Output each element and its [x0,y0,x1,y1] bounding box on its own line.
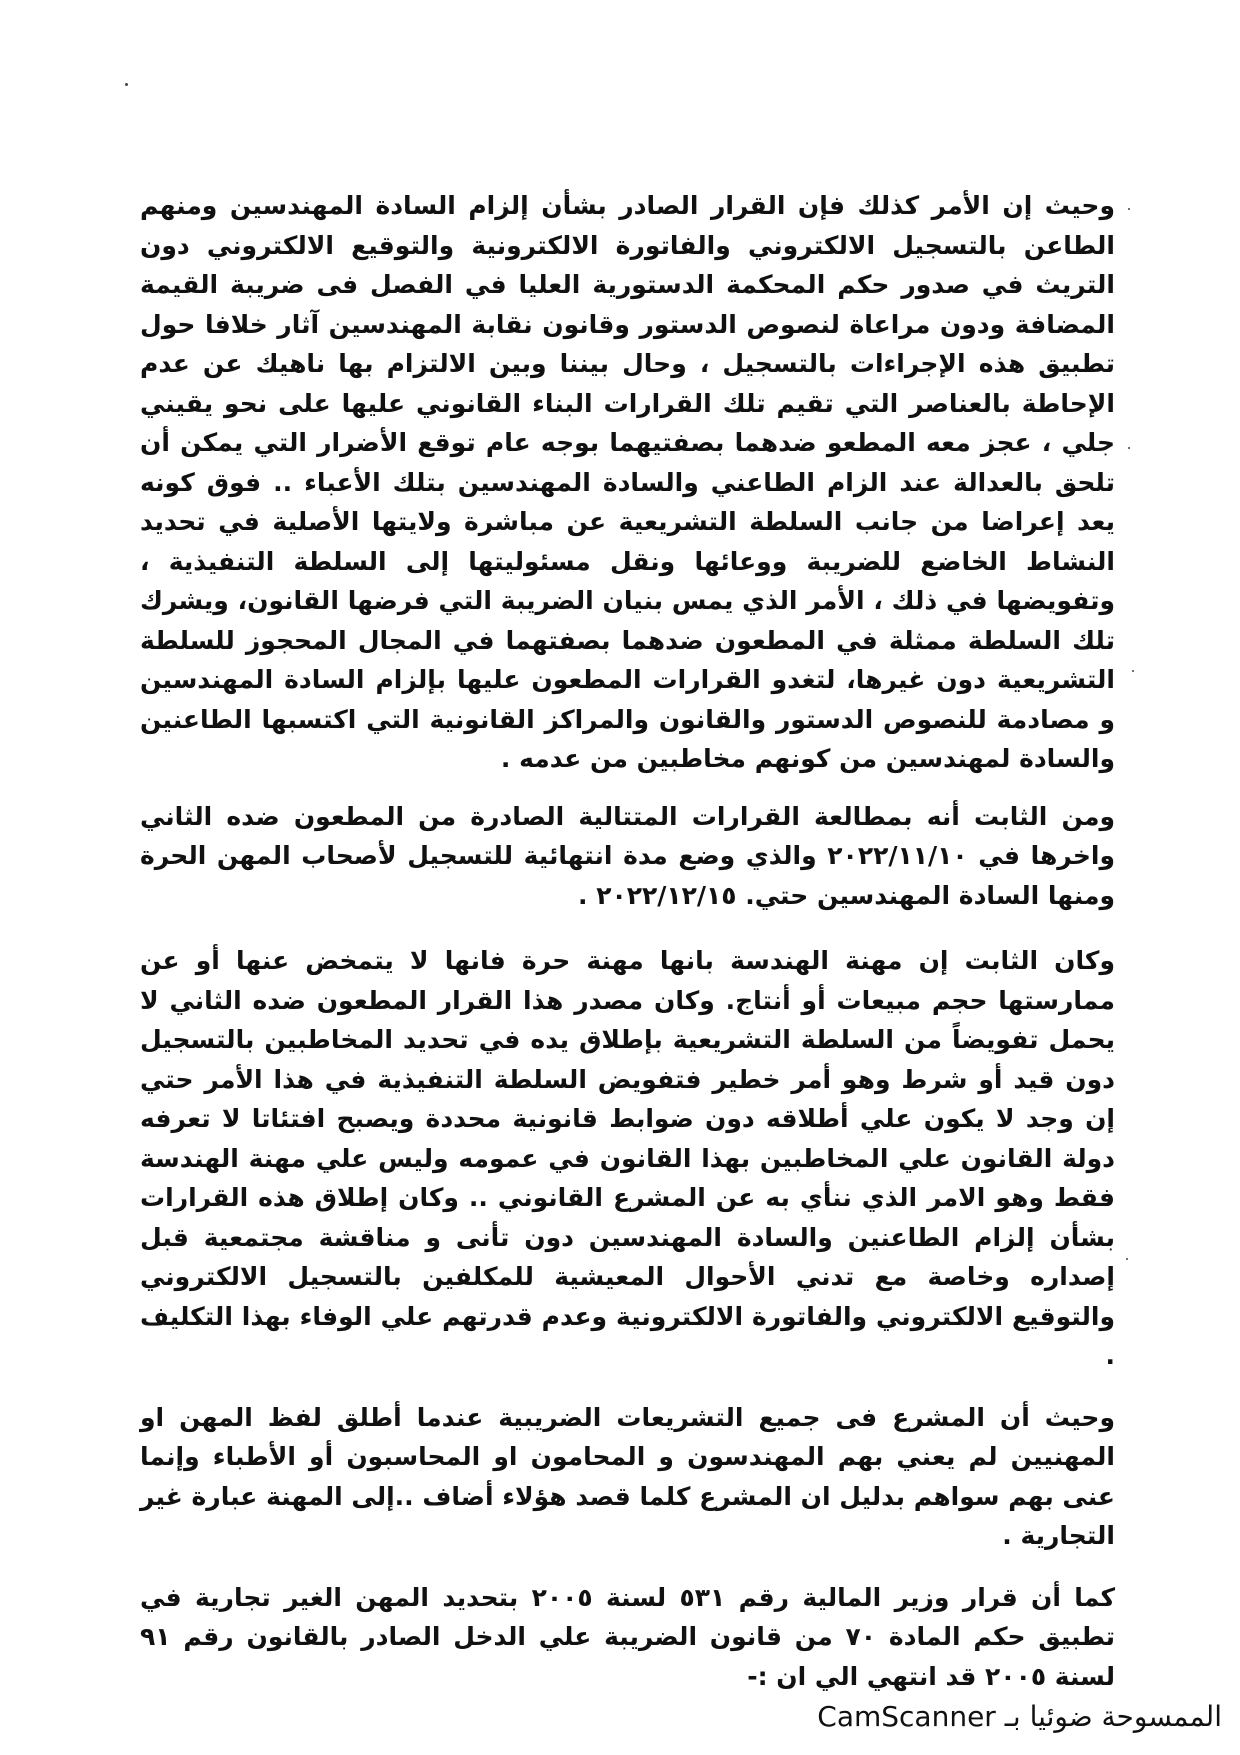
scan-speck [125,83,128,86]
scan-speck [1128,447,1130,449]
document-body [140,186,1115,1696]
scan-speck [1126,1258,1128,1260]
scan-speck [1132,670,1134,672]
paragraph-2: ومن الثابت أنه بمطالعة القرارات المتتالية الصادرة من المطعون ضده الثاني واخرها في ٢٠٢٢/١١/١٠ والذي وضع مدة انتهائية للتسجيل لأصحاب المهن الحرة ومنها السادة المهندسين حتي. ٢٠٢٢/١٢/١٥ . [140,801,1115,910]
paragraph-4: وحيث أن المشرع فى جميع التشريعات الضريبية عندما أطلق لفظ المهن او المهنيين لم يعني بهم المهندسون و المحامون او المحاسبون أو الأطباء وإنما عنى بهم سواهم بدليل ان المشرع كلما قصد هؤلاء أضاف ..إلى المهنة عبارة غير التجارية . [140,1402,1115,1550]
paragraph-1: وحيث إن الأمر كذلك فإن القرار الصادر بشأن إلزام السادة المهندسين ومنهم الطاعن بالتسجيل الالكتروني والفاتورة الالكترونية والتوقيع الالكتروني دون التريث في صدور حكم المحكمة الدستورية العليا في الفصل فى ضريبة القيمة المضافة ودون مراعاة لنصوص الدستور وقانون نقابة المهندسين آثار خلافا حول تطبيق هذه الإجراءات بالتسجيل ، وحال بيننا وبين الالتزام بها ناهيك عن عدم الإحاطة بالعناصر التي تقيم تلك القرارات البناء القانوني عليها على نحو يقيني جلي ، عجز معه المطعو ضدهما بصفتيهما بوجه عام توقع الأضرار التي يمكن أن تلحق بالعدالة عند الزام الطاعني والسادة المهندسين بتلك الأعباء .. فوق كونه يعد إعراضا من جانب السلطة التشريعية عن مباشرة ولايتها الأصلية في تحديد النشاط الخاضع للضريبة ووعائها ونقل مسئوليتها إلى السلطة التنفيذية ، وتفويضها في ذلك ، الأمر الذي يمس بنيان الضريبة التي فرضها القانون، ويشرك تلك السلطة ممثلة في المطعون ضدهما بصفتهما في المجال المحجوز للسلطة التشريعية دون غيرها، لتغدو القرارات المطعون عليها بإلزام السادة المهندسين و مصادمة للنصوص الدستور والقانون والمراكز القانونية التي اكتسبها الطاعنين والسادة لمهندسين من كونهم مخاطبين من عدمه . [140,191,1115,773]
paragraph-3: وكان الثابت إن مهنة الهندسة بانها مهنة حرة فانها لا يتمخض عنها أو عن ممارستها حجم مبيعات أو أنتاج. وكان مصدر هذا القرار المطعون ضده الثاني لا يحمل تفويضاً من السلطة التشريعية بإطلاق يده في تحديد المخاطبين بالتسجيل دون قيد أو شرط وهو أمر خطير فتفويض السلطة التنفيذية في هذا الأمر حتي إن وجد لا يكون علي أطلاقه دون ضوابط قانونية محددة ويصبح افتئاتا لا تعرفه دولة القانون علي المخاطبين بهذا القانون في عمومه وليس علي مهنة الهندسة فقط وهو الامر الذي ننأي به عن المشرع القانوني .. وكان إطلاق هذه القرارات بشأن إلزام الطاعنين والسادة المهندسين دون تأنى و مناقشة مجتمعية قبل إصداره وخاصة مع تدني الأحوال المعيشية للمكلفين بالتسجيل الالكتروني والتوقيع الالكتروني والفاتورة الالكترونية وعدم قدرتهم علي الوفاء بهذا التكليف . [140,946,1115,1370]
paragraph-5: كما أن قرار وزير المالية رقم ٥٣١ لسنة ٢٠٠٥ بتحديد المهن الغير تجارية في تطبيق حكم المادة ٧٠ من قانون الضريبة علي الدخل الصادر بالقانون رقم ٩١ لسنة ٢٠٠٥ قد انتهي الي ان :- [140,1582,1116,1691]
scan-speck [1128,208,1130,210]
camscanner-watermark: الممسوحة ضوئيا بـ CamScanner [817,1700,1222,1733]
